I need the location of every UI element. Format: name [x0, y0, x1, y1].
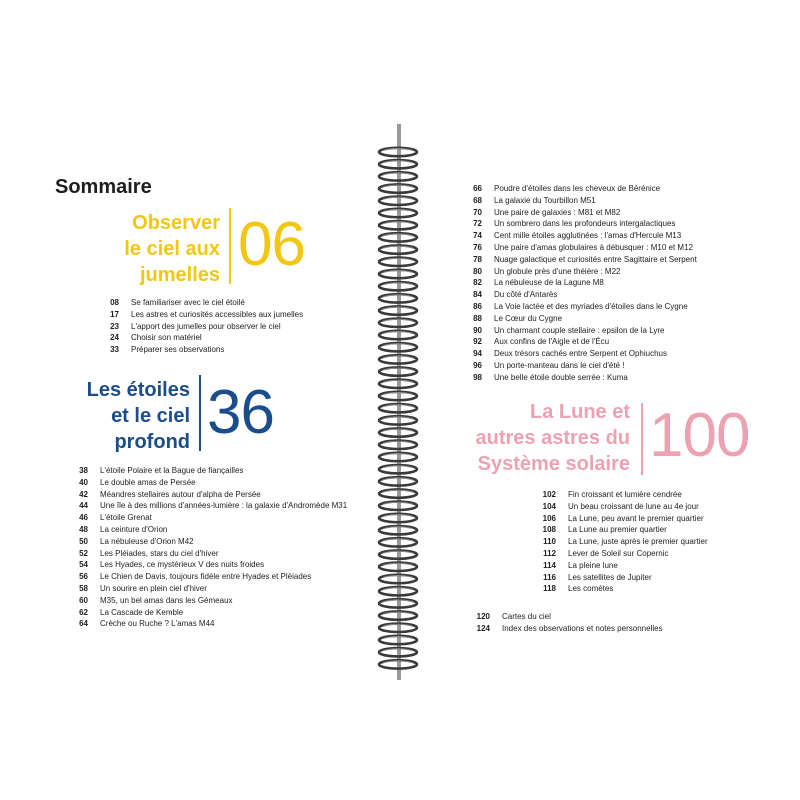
- toc-entry[interactable]: [462, 360, 697, 372]
- toc-page-number: 64: [79, 619, 88, 629]
- toc-entry-title: Un charmant couple stellaire : epsilon de la Lyre: [494, 325, 665, 335]
- toc-entry[interactable]: [466, 611, 663, 623]
- toc-entry-title: La Cascade de Kemble: [100, 607, 184, 617]
- toc-page-number: 60: [79, 595, 88, 605]
- toc-entry[interactable]: [66, 489, 347, 501]
- toc-entry[interactable]: [462, 277, 697, 289]
- toc-entry[interactable]: [532, 572, 708, 584]
- toc-entry-title: L'étoile Polaire et la Bague de fiançailles: [100, 466, 244, 475]
- toc-page-number: 102: [542, 490, 556, 499]
- toc-entry[interactable]: [66, 548, 347, 560]
- toc-entry-title: Le Cœur du Cygne: [494, 313, 563, 323]
- section-title-line: Système solaire: [477, 453, 630, 475]
- toc-entry-title: M35, un bel amas dans les Gémeaux: [100, 595, 233, 605]
- toc-page-number: 66: [473, 184, 482, 193]
- toc-entry[interactable]: [532, 489, 708, 501]
- toc-entry[interactable]: [532, 583, 708, 595]
- toc-entry[interactable]: [66, 477, 347, 489]
- toc-entry[interactable]: [532, 560, 708, 572]
- toc-entry-title: L'apport des jumelles pour observer le ciel: [131, 321, 281, 331]
- toc-entry[interactable]: [102, 309, 303, 321]
- section-title-line: jumelles: [139, 264, 220, 286]
- section-title-lune: [420, 399, 630, 477]
- toc-entry[interactable]: [102, 332, 303, 344]
- toc-page-number: 70: [473, 207, 482, 217]
- toc-page-number: 88: [473, 313, 482, 323]
- toc-entry[interactable]: [66, 559, 347, 571]
- toc-page-number: 40: [79, 477, 88, 487]
- section-title-line: Les étoiles: [86, 379, 190, 401]
- toc-entry[interactable]: [66, 536, 347, 548]
- toc-entry-title: Un sombrero dans les profondeurs intergalactiques: [494, 219, 676, 229]
- toc-entry[interactable]: [532, 501, 708, 513]
- toc-entry-title: Lever de Soleil sur Copernic: [568, 548, 669, 558]
- section-divider: [229, 208, 231, 284]
- toc-page-number: 58: [79, 583, 88, 593]
- toc-entry[interactable]: [462, 289, 697, 301]
- toc-page-number: 46: [79, 513, 88, 523]
- toc-page-number: 116: [543, 572, 556, 582]
- toc-page-number: 42: [79, 489, 88, 499]
- toc-entry-title: Les comètes: [568, 584, 614, 594]
- toc-entry-title: La Lune, peu avant le premier quartier: [568, 513, 704, 523]
- toc-list-lune: [532, 489, 708, 595]
- section-title-line: le ciel aux: [124, 238, 220, 260]
- toc-page-number: 110: [543, 537, 556, 547]
- toc-entry-title: Deux trésors cachés entre Serpent et Ophiuchus: [494, 349, 667, 359]
- toc-entry[interactable]: [462, 183, 697, 195]
- toc-entry-title: Du côté d'Antarès: [494, 290, 558, 300]
- toc-entry-title: Les astres et curiosités accessibles aux jumelles: [131, 309, 304, 319]
- toc-entry[interactable]: [532, 536, 708, 548]
- toc-entry[interactable]: [102, 321, 303, 333]
- toc-entry-title: Méandres stellaires autour d'alpha de Persée: [100, 489, 261, 499]
- toc-entry-title: Crèche ou Ruche ? L'amas M44: [100, 619, 215, 629]
- toc-entry-title: Un sourire en plein ciel d'hiver: [100, 583, 207, 593]
- toc-entry[interactable]: [462, 218, 697, 230]
- toc-page-number: 56: [79, 572, 88, 582]
- toc-page-number: 84: [473, 290, 482, 300]
- toc-page-number: 96: [473, 360, 482, 370]
- toc-entry-title: L'étoile Grenat: [100, 513, 152, 523]
- toc-entry-title: Préparer ses observations: [131, 345, 225, 355]
- toc-entry-title: La Lune au premier quartier: [568, 525, 667, 535]
- toc-page-number: 80: [473, 266, 482, 276]
- toc-page-number: 72: [473, 219, 482, 229]
- toc-page-number: 124: [476, 623, 490, 633]
- toc-page-number: 23: [110, 321, 119, 331]
- section-number: 06: [238, 210, 305, 279]
- toc-list-appendix: [466, 611, 663, 635]
- toc-list-etoiles-right: [462, 183, 697, 384]
- toc-entry-title: Se familiariser avec le ciel étoilé: [131, 298, 245, 307]
- toc-page-number: 74: [473, 231, 482, 241]
- toc-entry-title: Cent mille étoiles agglutinées : l'amas d'Hercule M13: [494, 231, 682, 241]
- toc-entry[interactable]: [462, 336, 697, 348]
- toc-page-number: 68: [473, 195, 482, 205]
- section-title-line: Observer: [132, 212, 220, 234]
- toc-entry[interactable]: [102, 297, 303, 309]
- toc-page-number: 104: [542, 501, 556, 511]
- toc-entry[interactable]: [466, 623, 663, 635]
- toc-page-number: 82: [473, 278, 482, 288]
- toc-page-number: 120: [476, 612, 490, 621]
- toc-page-number: 52: [79, 548, 88, 558]
- toc-entry[interactable]: [462, 207, 697, 219]
- toc-entry-title: Une île à des millions d'années-lumière : la galaxie d'Andromède M31: [100, 501, 348, 511]
- toc-entry[interactable]: [66, 500, 347, 512]
- toc-entry-title: Une belle étoile double serrée : Kuma: [494, 372, 628, 382]
- page-title: Sommaire: [55, 176, 152, 198]
- section-number: 36: [207, 378, 274, 447]
- toc-entry-title: Les Hyades, ce mystérieux V des nuits froides: [100, 560, 265, 570]
- section-title-line: profond: [114, 431, 190, 453]
- toc-entry-title: La pleine lune: [568, 560, 618, 570]
- section-title-etoiles: [50, 377, 190, 455]
- toc-entry[interactable]: [462, 301, 697, 313]
- toc-page-number: 94: [473, 349, 482, 359]
- toc-entry-title: La Voie lactée et des myriades d'étoiles dans le Cygne: [494, 301, 688, 311]
- toc-entry[interactable]: [532, 548, 708, 560]
- toc-entry-title: La ceinture d'Orion: [100, 524, 168, 534]
- toc-entry-title: Les satellites de Jupiter: [568, 572, 652, 582]
- toc-entry[interactable]: [462, 254, 697, 266]
- section-divider: [199, 375, 201, 451]
- toc-page-number: 90: [473, 325, 482, 335]
- toc-page-number: 78: [473, 254, 482, 264]
- toc-entry[interactable]: [462, 348, 697, 360]
- toc-entry-title: Poudre d'étoiles dans les cheveux de Bérénice: [494, 184, 661, 193]
- toc-page-number: 54: [79, 560, 88, 570]
- section-divider: [641, 403, 643, 475]
- section-title-line: et le ciel: [111, 405, 190, 427]
- toc-entry[interactable]: [532, 513, 708, 525]
- toc-page-number: 112: [543, 548, 556, 558]
- toc-entry[interactable]: [462, 313, 697, 325]
- toc-entry-title: Un globule près d'une théière : M22: [494, 266, 621, 276]
- toc-entry-title: La nébuleuse de la Lagune M8: [494, 278, 604, 288]
- toc-page-number: 44: [79, 501, 88, 511]
- toc-entry[interactable]: [102, 344, 303, 356]
- toc-page-number: 33: [110, 345, 119, 355]
- toc-page-number: 50: [79, 536, 88, 546]
- toc-entry-title: Nuage galactique et curiosités entre Sagittaire et Serpent: [494, 254, 697, 264]
- section-title-line: autres astres du: [475, 427, 630, 449]
- toc-list-observer: [102, 297, 303, 356]
- toc-page-number: 118: [543, 584, 556, 594]
- toc-entry-title: La galaxie du Tourbillon M51: [494, 195, 596, 205]
- toc-entry-title: Les Pléiades, stars du ciel d'hiver: [100, 548, 219, 558]
- toc-entry[interactable]: [462, 266, 697, 278]
- toc-page-number: 86: [473, 301, 482, 311]
- toc-entry[interactable]: [462, 325, 697, 337]
- section-title-line: La Lune et: [529, 401, 630, 423]
- spiral-binding: [375, 124, 421, 684]
- toc-page-number: 98: [473, 372, 482, 382]
- toc-entry[interactable]: [462, 195, 697, 207]
- toc-entry[interactable]: [532, 524, 708, 536]
- toc-entry-title: Le double amas de Persée: [100, 477, 196, 487]
- toc-page-number: 106: [542, 513, 556, 523]
- toc-page-number: 92: [473, 337, 482, 347]
- toc-entry-title: Le Chien de Davis, toujours fidèle entre Hyades et Pléiades: [100, 572, 312, 582]
- toc-page-number: 17: [110, 309, 119, 319]
- toc-page-number: 114: [543, 560, 556, 570]
- toc-entry-title: Un beau croissant de lune au 4e jour: [568, 501, 699, 511]
- toc-page-number: 76: [473, 242, 482, 252]
- toc-entry-title: Un porte-manteau dans le ciel d'été !: [494, 360, 625, 370]
- toc-entry-title: La Lune, juste après le premier quartier: [568, 537, 708, 547]
- toc-entry-title: Une paire d'amas globulaires à débusquer : M10 et M12: [494, 242, 693, 252]
- toc-page-number: 108: [542, 525, 556, 535]
- toc-entry[interactable]: [66, 512, 347, 524]
- toc-entry-title: La nébuleuse d'Orion M42: [100, 536, 194, 546]
- toc-entry[interactable]: [462, 372, 697, 384]
- toc-list-etoiles-left: [66, 465, 347, 630]
- toc-entry[interactable]: [66, 465, 347, 477]
- toc-entry[interactable]: [462, 230, 697, 242]
- toc-entry[interactable]: [66, 618, 347, 630]
- toc-entry-title: Choisir son matériel: [131, 333, 202, 343]
- toc-entry[interactable]: [66, 595, 347, 607]
- section-number: 100: [649, 401, 750, 470]
- toc-entry-title: Cartes du ciel: [502, 612, 551, 621]
- toc-page-number: 62: [79, 607, 88, 617]
- toc-entry[interactable]: [462, 242, 697, 254]
- toc-entry-title: Fin croissant et lumière cendrée: [568, 490, 682, 499]
- toc-page-number: 48: [79, 524, 88, 534]
- toc-page-number: 24: [110, 333, 119, 343]
- toc-page-number: 38: [79, 466, 88, 475]
- toc-page-number: 08: [110, 298, 119, 307]
- toc-entry[interactable]: [66, 583, 347, 595]
- toc-entry[interactable]: [66, 607, 347, 619]
- toc-entry[interactable]: [66, 571, 347, 583]
- toc-entry-title: Index des observations et notes personnelles: [502, 623, 663, 633]
- toc-entry-title: Une paire de galaxies : M81 et M82: [494, 207, 621, 217]
- toc-entry-title: Aux confins de l'Aigle et de l'Écu: [494, 337, 610, 347]
- section-title-observer: [80, 210, 220, 288]
- toc-entry[interactable]: [66, 524, 347, 536]
